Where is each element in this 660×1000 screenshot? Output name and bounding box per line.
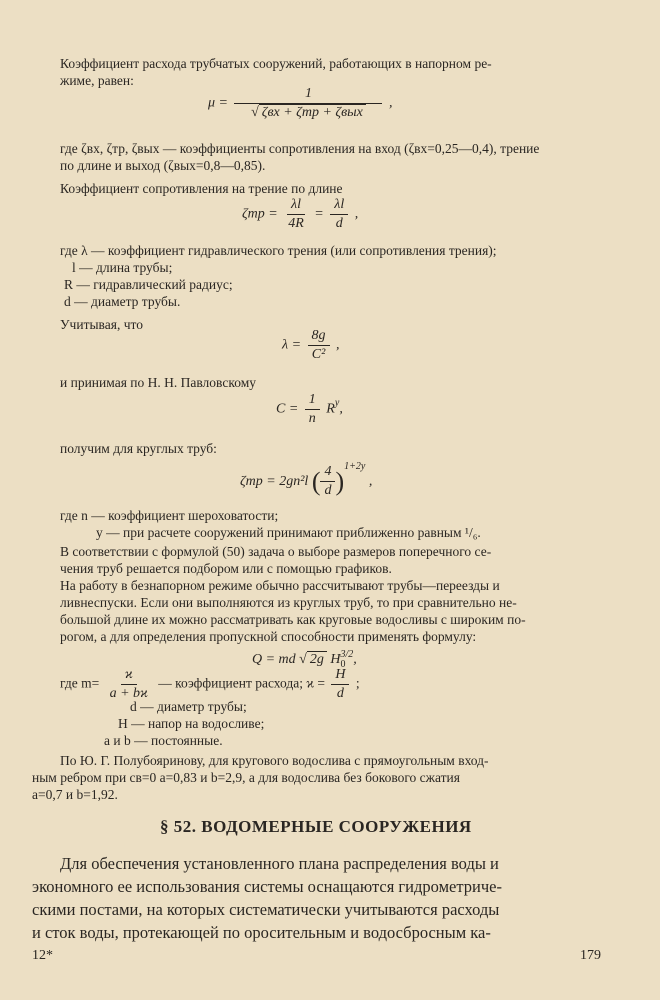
formula-subscript: 0: [340, 659, 346, 670]
formula-exponent: 1+2y: [344, 461, 366, 472]
formula-tail: ;: [355, 675, 360, 691]
formula-numerator: 1: [234, 86, 382, 104]
formula-lhs: C =: [276, 401, 299, 417]
formula-mu: μ = $\frac{1}{\text{√ ζвх + ζтр + ζвых}}$ ,: [208, 86, 393, 120]
formula-lhs: λ =: [282, 337, 302, 353]
text-line: ливнеспуски. Если они выполняются из круглых труб, то при сравнительно не-: [60, 595, 517, 610]
formula-denominator: n: [308, 411, 316, 426]
formula-radicand: 2g: [307, 651, 327, 667]
formula-numerator: 4: [320, 464, 335, 482]
formula-tail: ,: [354, 206, 359, 222]
text-line: где ζвх, ζтр, ζвых — коэффициенты сопротивления на вход (ζвх=0,25—0,4), трение: [60, 141, 540, 156]
formula-numerator: λl: [287, 197, 305, 215]
text-line: В соответствии с формулой (50) задача о выборе размеров поперечного се-: [60, 544, 492, 559]
text-line: и принимая по Н. Н. Павловскому: [60, 375, 256, 390]
formula-numerator: 1: [305, 392, 320, 410]
formula-lhs: ζтр = 2gn²l: [240, 474, 309, 489]
formula-lhs: Q = md: [252, 652, 296, 668]
text-line: рогом, а для определения пропускной способности применять формулу:: [60, 629, 477, 644]
formula-rhs: R: [326, 401, 335, 417]
text-line: по длине и выход (ζвых=0,8—0,85).: [60, 158, 266, 173]
formula-numerator: H: [331, 667, 349, 685]
formula-tail: ,: [339, 401, 343, 417]
formula-tail: ,: [336, 337, 340, 353]
formula-denominator: d: [336, 686, 344, 701]
formula-middle: — коэффициент расхода; ϰ =: [158, 675, 325, 691]
text-line: и сток воды, протекающей по оросительным и водосбросным ка-: [32, 923, 491, 942]
formula-numerator: ϰ: [121, 667, 137, 685]
formula-h: H: [330, 652, 341, 668]
text-line: Коэффициент расхода трубчатых сооружений, работающих в напорном ре-: [60, 56, 492, 71]
formula-tail: ,: [353, 652, 357, 668]
text-line: чения труб решается подбором или с помощью графиков.: [60, 561, 392, 576]
formula-lhs: μ =: [208, 95, 228, 111]
formula-denominator: ζвх + ζтр + ζвых: [259, 104, 366, 120]
formula-denominator: 4R: [288, 216, 304, 231]
text-line: Коэффициент сопротивления на трение по длине: [60, 181, 343, 196]
text-line: получим для круглых труб:: [60, 441, 217, 456]
text-line: Учитывая, что: [60, 317, 143, 332]
text-line: экономного ее использования системы оснащаются гидрометриче-: [32, 877, 502, 896]
section-heading: § 52. ВОДОМЕРНЫЕ СООРУЖЕНИЯ: [160, 817, 472, 836]
text-line: l — длина трубы;: [72, 260, 173, 275]
formula-tail: ,: [388, 95, 393, 111]
text-line: a=0,7 и b=1,92.: [32, 787, 118, 802]
text-line: ным ребром при cв=0 a=0,83 и b=2,9, а для водослива без бокового сжатия: [32, 770, 460, 785]
page-number: 179: [580, 948, 601, 963]
formula-lhs: где m=: [60, 675, 100, 691]
formula-denominator: d: [324, 483, 332, 499]
formula-zeta2: ζтр = 2gn²l ( $\frac{4}{d}$ )$^{1+2y}$ ,: [240, 461, 373, 499]
text-line: a и b — постоянные.: [104, 733, 223, 748]
formula-numerator: λl: [330, 197, 348, 215]
text-line: y — при расчете сооружений принимают приближенно равным ¹/₆.: [96, 525, 481, 540]
formula-zeta: [242, 197, 358, 232]
formula-lambda: [282, 328, 340, 363]
formula-tail: ,: [368, 474, 373, 489]
text-line: На работу в безнапорном режиме обычно рассчитывают трубы—переезды и: [60, 578, 500, 593]
formula-denominator: C²: [311, 347, 326, 362]
formula-m: [60, 667, 360, 702]
formula-numerator: 8g: [308, 328, 330, 346]
text-line: где λ — коэффициент гидравлического трения (или сопротивления трения);: [60, 243, 497, 258]
formula-exponent: y: [334, 397, 340, 409]
text-line: где n — коэффициент шероховатости;: [60, 508, 279, 523]
formula-denominator: d: [335, 216, 343, 231]
text-line: Для обеспечения установленного плана распределения воды и: [60, 854, 499, 873]
text-line: H — напор на водосливе;: [118, 716, 265, 731]
text-line: жиме, равен:: [60, 73, 134, 88]
text-line: R — гидравлический радиус;: [64, 277, 233, 292]
text-line: большой длине их можно рассматривать как круговые водосливы с широким по-: [60, 612, 526, 627]
formula-denominator: a + bϰ: [109, 686, 148, 701]
formula-equals: =: [314, 206, 324, 222]
formula-lhs: ζтр =: [242, 206, 278, 222]
formula-c: [276, 392, 343, 427]
text-line: скими постами, на которых систематически учитываются расходы: [32, 900, 500, 919]
signature-mark: 12*: [32, 948, 53, 963]
text-line: По Ю. Г. Полубояринову, для кругового водослива с прямоугольным вход-: [60, 753, 489, 768]
text-line: d — диаметр трубы;: [130, 699, 247, 714]
formula-exponent: 3/2: [340, 649, 354, 660]
text-line: d — диаметр трубы.: [64, 294, 181, 309]
formula-q: Q = md √ 2g H 3/2 0 ,: [252, 649, 357, 670]
